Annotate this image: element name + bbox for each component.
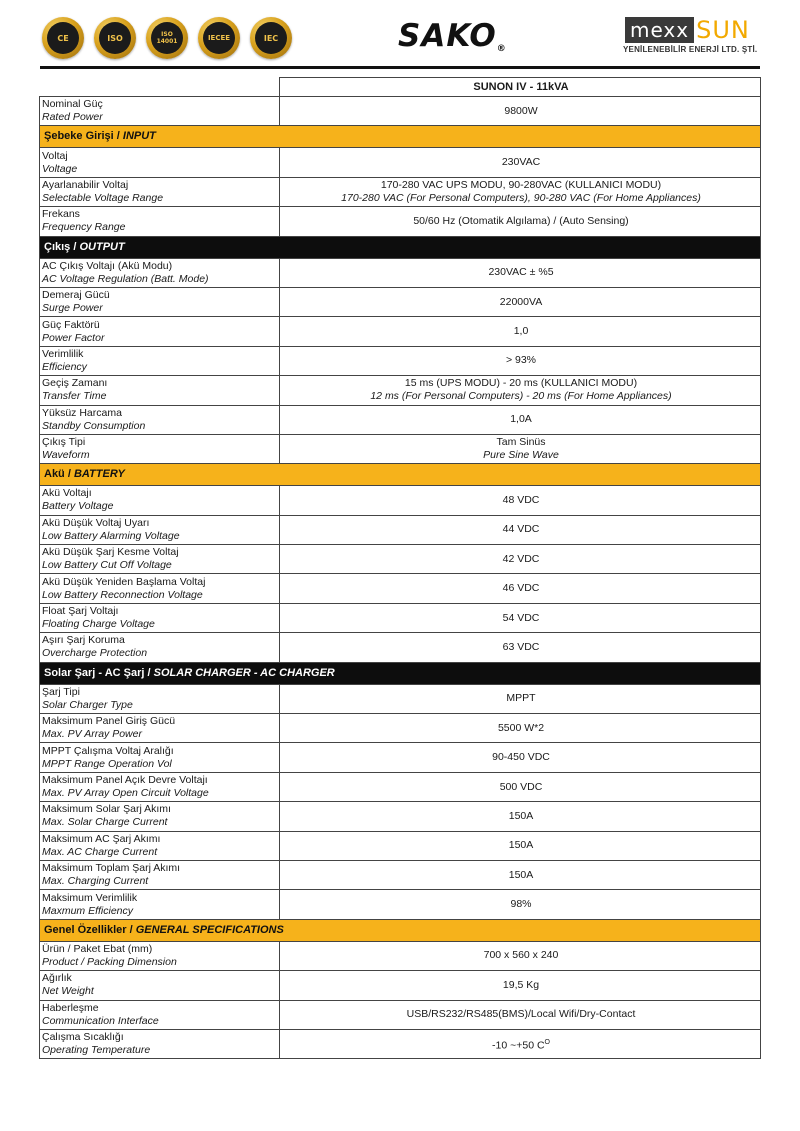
spec-value	[280, 148, 761, 177]
sako-logo	[398, 18, 507, 54]
spec-label	[40, 684, 280, 713]
spec-label-en: Waveform	[42, 449, 90, 462]
spec-value	[280, 434, 761, 463]
spec-value-line-1: 22000VA	[499, 295, 543, 308]
spec-row	[40, 802, 761, 831]
section-header-output	[40, 236, 761, 258]
spec-value	[280, 376, 761, 405]
spec-label-tr: Akü Düşük Voltaj Uyarı	[42, 516, 150, 529]
spec-label	[40, 97, 280, 126]
spec-value-line-1: MPPT	[506, 692, 536, 705]
spec-row	[40, 684, 761, 713]
spec-value-line-1: Tam Sinüs	[496, 436, 546, 449]
spec-value-line-1: > 93%	[505, 354, 537, 367]
spec-value-line-2: 12 ms (For Personal Computers) - 20 ms (For Home Appliances)	[370, 390, 672, 403]
spec-label	[40, 574, 280, 603]
spec-value	[280, 860, 761, 889]
section-title-tr: Solar Şarj - AC Şarj /	[44, 666, 151, 679]
spec-value-line-1: 700 x 560 x 240	[483, 949, 559, 962]
spec-row	[40, 287, 761, 316]
spec-label-en: AC Voltage Regulation (Batt. Mode)	[42, 272, 209, 285]
spec-label-tr: Maksimum AC Şarj Akımı	[42, 832, 161, 845]
spec-label-tr: Ayarlanabilir Voltaj	[42, 178, 129, 191]
certification-badges	[42, 17, 292, 59]
spec-value	[280, 405, 761, 434]
spec-label	[40, 890, 280, 919]
spec-value-line-1: 1,0A	[510, 413, 532, 426]
spec-row	[40, 1029, 761, 1058]
spec-value-line-2: 170-280 VAC (For Personal Computers), 90-280 VAC (For Home Appliances)	[341, 191, 701, 204]
spec-value	[280, 1000, 761, 1029]
spec-label	[40, 258, 280, 287]
spec-label-en: Max. Charging Current	[42, 875, 149, 888]
spec-label-tr: Frekans	[42, 208, 80, 221]
spec-table	[39, 77, 761, 1059]
spec-row	[40, 971, 761, 1000]
header-empty-cell	[40, 78, 280, 97]
spec-label-en: Communication Interface	[42, 1014, 159, 1027]
spec-row	[40, 258, 761, 287]
iso-badge-icon: ISO	[94, 17, 136, 59]
section-title	[40, 919, 761, 941]
spec-row	[40, 772, 761, 801]
spec-label	[40, 941, 280, 970]
spec-value	[280, 346, 761, 375]
spec-row	[40, 890, 761, 919]
spec-value	[280, 714, 761, 743]
spec-value	[280, 545, 761, 574]
spec-label	[40, 1029, 280, 1058]
spec-value	[280, 890, 761, 919]
spec-value-line-1: 230VAC	[501, 156, 541, 169]
spec-label	[40, 405, 280, 434]
section-title-tr: Çıkış /	[44, 240, 77, 253]
spec-label	[40, 545, 280, 574]
spec-label-tr: MPPT Çalışma Voltaj Aralığı	[42, 744, 174, 757]
section-title-tr: Genel Özellikler /	[44, 923, 133, 936]
spec-label-tr: Maksimum Solar Şarj Akımı	[42, 803, 171, 816]
spec-row	[40, 405, 761, 434]
spec-label	[40, 802, 280, 831]
spec-value	[280, 831, 761, 860]
spec-label-en: Low Battery Cut Off Voltage	[42, 559, 172, 572]
section-title	[40, 236, 761, 258]
spec-value-line-1: 500 VDC	[499, 780, 543, 793]
spec-label-en: Overcharge Protection	[42, 647, 148, 660]
spec-label-en: Power Factor	[42, 331, 105, 344]
spec-value-line-1: 5500 W*2	[497, 721, 545, 734]
section-title-en: BATTERY	[73, 468, 125, 481]
spec-value	[280, 941, 761, 970]
spec-label-tr: Ürün / Paket Ebat (mm)	[42, 942, 153, 955]
section-header-charger	[40, 662, 761, 684]
spec-row	[40, 574, 761, 603]
spec-label-tr: Şarj Tipi	[42, 685, 80, 698]
spec-label	[40, 317, 280, 346]
spec-label	[40, 860, 280, 889]
spec-label-en: Frequency Range	[42, 221, 126, 234]
section-title	[40, 464, 761, 486]
spec-label-tr: Aşırı Şarj Koruma	[42, 634, 125, 647]
spec-label-en: Battery Voltage	[42, 500, 114, 513]
spec-label	[40, 633, 280, 662]
spec-row	[40, 207, 761, 236]
spec-label	[40, 376, 280, 405]
spec-label-tr: Akü Düşük Yeniden Başlama Voltaj	[42, 575, 206, 588]
spec-label-tr: Nominal Güç	[42, 98, 103, 111]
mexxsun-subtitle: YENİLENEBİLİR ENERJİ LTD. ŞTİ.	[623, 45, 758, 54]
section-title-tr: Akü /	[44, 468, 71, 481]
spec-value	[280, 515, 761, 544]
spec-row	[40, 346, 761, 375]
spec-row	[40, 486, 761, 515]
spec-label-en: Transfer Time	[42, 390, 107, 403]
spec-label-tr: Voltaj	[42, 149, 68, 162]
spec-label	[40, 434, 280, 463]
spec-value-line-1: 44 VDC	[502, 523, 540, 536]
spec-label-en: Voltage	[42, 162, 78, 175]
spec-value-line-1: 230VAC ± %5	[488, 266, 554, 279]
spec-value	[280, 743, 761, 772]
spec-label	[40, 515, 280, 544]
spec-value-line-1: -10 ~+50 C	[492, 1039, 545, 1052]
spec-label-tr: Geçiş Zamanı	[42, 377, 108, 390]
spec-value-line-1: 50/60 Hz (Otomatik Algılama) / (Auto Sensing)	[413, 214, 629, 227]
spec-row	[40, 860, 761, 889]
section-title-en: GENERAL SPECIFICATIONS	[135, 923, 284, 936]
spec-label-en: Efficiency	[42, 360, 87, 373]
section-title-en: INPUT	[122, 130, 156, 143]
spec-label-en: Operating Temperature	[42, 1044, 151, 1057]
spec-value	[280, 633, 761, 662]
spec-label	[40, 772, 280, 801]
spec-label-tr: Yüksüz Harcama	[42, 406, 122, 419]
spec-label-tr: Çalışma Sıcaklığı	[42, 1031, 124, 1044]
spec-label-tr: Demeraj Gücü	[42, 289, 110, 302]
section-title	[40, 662, 761, 684]
section-title-en: SOLAR CHARGER - AC CHARGER	[153, 666, 335, 679]
section-title-tr: Şebeke Girişi /	[44, 130, 120, 143]
spec-value	[280, 802, 761, 831]
spec-label-en: Surge Power	[42, 302, 103, 315]
spec-row	[40, 376, 761, 405]
spec-row	[40, 603, 761, 632]
spec-label-tr: Akü Voltajı	[42, 487, 92, 500]
sun-logo-text: SUN	[696, 16, 750, 44]
spec-value	[280, 258, 761, 287]
spec-label	[40, 207, 280, 236]
spec-value: 9800W	[280, 97, 761, 126]
spec-label-en: Selectable Voltage Range	[42, 191, 164, 204]
spec-value	[280, 772, 761, 801]
spec-value-line-1: USB/RS232/RS485(BMS)/Local Wifi/Dry-Contact	[406, 1008, 636, 1021]
section-title-en: OUTPUT	[79, 240, 125, 253]
header-divider	[40, 66, 760, 69]
spec-value-line-1: 150A	[508, 839, 534, 852]
iec-badge-icon: IEC	[250, 17, 292, 59]
spec-label-en: Product / Packing Dimension	[42, 955, 177, 968]
spec-label-tr: Haberleşme	[42, 1001, 99, 1014]
page-header	[0, 0, 800, 70]
spec-value-line-1: 42 VDC	[502, 552, 540, 565]
spec-value	[280, 207, 761, 236]
section-header-battery	[40, 464, 761, 486]
spec-row	[40, 515, 761, 544]
spec-label	[40, 971, 280, 1000]
spec-label-en: Max. Solar Charge Current	[42, 816, 168, 829]
spec-value-line-1: 90-450 VDC	[492, 751, 550, 764]
spec-label	[40, 148, 280, 177]
spec-value	[280, 603, 761, 632]
spec-value-line-1: 54 VDC	[502, 611, 540, 624]
spec-value-line-1: 150A	[508, 809, 534, 822]
spec-label	[40, 743, 280, 772]
spec-label-en: Rated Power	[42, 111, 103, 124]
model-name: SUNON IV - 11kVA	[280, 78, 761, 97]
spec-value	[280, 1029, 761, 1058]
spec-label	[40, 714, 280, 743]
spec-row	[40, 831, 761, 860]
spec-row	[40, 317, 761, 346]
spec-label-tr: Maksimum Panel Giriş Gücü	[42, 715, 176, 728]
spec-value-line-1: 1,0	[513, 325, 529, 338]
spec-value	[280, 177, 761, 206]
spec-label-tr: Güç Faktörü	[42, 318, 100, 331]
spec-label-en: Low Battery Reconnection Voltage	[42, 588, 203, 601]
spec-label	[40, 831, 280, 860]
spec-label-tr: Çıkış Tipi	[42, 436, 86, 449]
section-title	[40, 126, 761, 148]
spec-value	[280, 684, 761, 713]
spec-label-en: Max. PV Array Open Circuit Voltage	[42, 787, 209, 799]
iecee-badge-icon: IECEE	[198, 17, 240, 59]
spec-label-en: Net Weight	[42, 985, 94, 998]
spec-value	[280, 317, 761, 346]
spec-value	[280, 486, 761, 515]
section-header-input	[40, 126, 761, 148]
spec-value-line-1: 48 VDC	[502, 493, 540, 506]
sako-logo-text: SAKO	[398, 18, 497, 54]
spec-row	[40, 714, 761, 743]
spec-label	[40, 603, 280, 632]
spec-value-line-1: 19,5 Kg	[502, 978, 540, 991]
ce-badge-icon: CE	[42, 17, 84, 59]
spec-label-en: Floating Charge Voltage	[42, 618, 155, 631]
spec-label-tr: Ağırlık	[42, 972, 72, 985]
spec-value-line-1: 170-280 VAC UPS MODU, 90-280VAC (KULLANICI MODU)	[380, 178, 662, 191]
spec-value-line-1: 150A	[508, 868, 534, 881]
spec-value-line-1: 46 VDC	[502, 582, 540, 595]
spec-label-tr: Maksimum Verimlilik	[42, 891, 138, 904]
spec-label-en: Max. AC Charge Current	[42, 845, 158, 858]
spec-label	[40, 177, 280, 206]
spec-label	[40, 346, 280, 375]
sako-registered-mark: ®	[496, 44, 507, 54]
spec-label-en: Low Battery Alarming Voltage	[42, 529, 180, 542]
spec-label-en: Standby Consumption	[42, 419, 146, 432]
degree-superscript: O	[544, 1038, 550, 1046]
spec-row	[40, 177, 761, 206]
spec-row	[40, 633, 761, 662]
spec-value-line-2: Pure Sine Wave	[483, 449, 559, 462]
spec-row	[40, 1000, 761, 1029]
spec-label-en: Maxmum Efficiency	[42, 904, 134, 917]
spec-label-tr: Maksimum Toplam Şarj Akımı	[42, 862, 181, 875]
model-header-row	[40, 78, 761, 97]
spec-value	[280, 971, 761, 1000]
spec-label	[40, 287, 280, 316]
spec-row-rated-power	[40, 97, 761, 126]
spec-value-line-1: 98%	[510, 898, 532, 911]
section-header-general	[40, 919, 761, 941]
spec-value-line-1: 63 VDC	[502, 640, 540, 653]
spec-label-tr: AC Çıkış Voltajı (Akü Modu)	[42, 259, 173, 272]
spec-label	[40, 1000, 280, 1029]
spec-label-tr: Maksimum Panel Açık Devre Voltajı	[42, 774, 208, 786]
mexx-logo-text: mexx	[625, 17, 694, 43]
spec-row	[40, 941, 761, 970]
spec-row	[40, 743, 761, 772]
spec-label-en: Solar Charger Type	[42, 698, 133, 711]
spec-row	[40, 545, 761, 574]
spec-label-tr: Verimlilik	[42, 347, 84, 360]
spec-value-line-1: 15 ms (UPS MODU) - 20 ms (KULLANICI MODU)	[404, 377, 638, 390]
spec-label-en: MPPT Range Operation Vol	[42, 757, 172, 770]
spec-label	[40, 486, 280, 515]
mexxsun-logo	[625, 17, 759, 43]
iso-14001-badge-icon: ISO 14001	[146, 17, 188, 59]
spec-row	[40, 148, 761, 177]
spec-value	[280, 574, 761, 603]
spec-value	[280, 287, 761, 316]
spec-label-tr: Float Şarj Voltajı	[42, 605, 119, 618]
spec-row	[40, 434, 761, 463]
spec-label-tr: Akü Düşük Şarj Kesme Voltaj	[42, 546, 179, 559]
spec-label-en: Max. PV Array Power	[42, 728, 142, 741]
